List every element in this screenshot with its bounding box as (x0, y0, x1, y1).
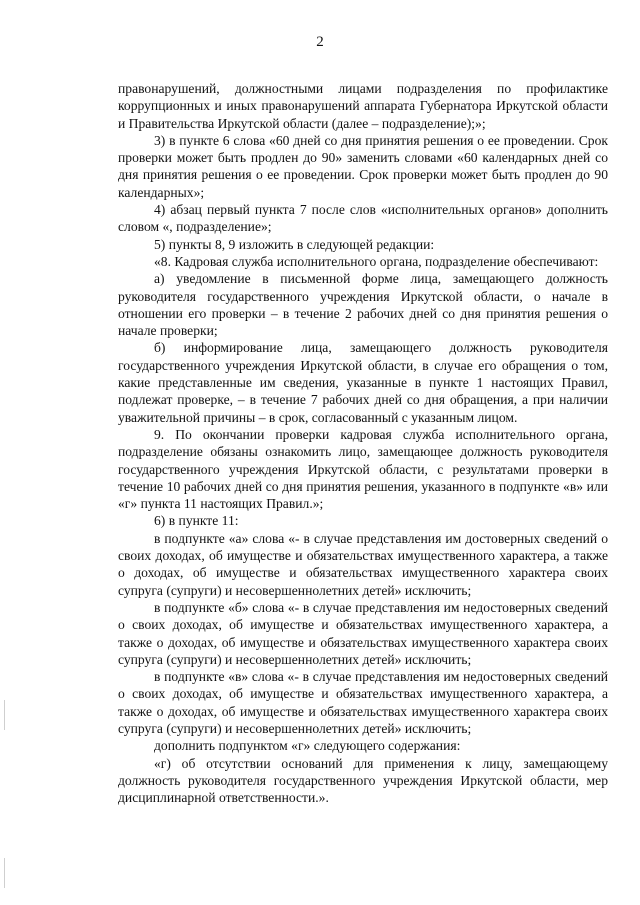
paragraph-subitem-b: в подпункте «б» слова «- в случае представления им недостоверных сведений о своих доходах, об имуществе и обязательствах имущественного характера, а также о доходах, об имуществе и обязательствах имущественного характера своих супруга (супруги) и несовершеннолетних детей» исключить; (118, 599, 608, 667)
paragraph-subpoint-a: а) уведомление в письменной форме лица, замещающего должность руководителя государственного учреждения Иркутской области, о начале в отношении его проверки – в течение 2 рабочих дней со дня принятия решения о начале проверки; (118, 271, 608, 339)
paragraph-item-4: 4) абзац первый пункта 7 после слов «исполнительных органов» дополнить словом «, подразделение»; (118, 202, 608, 235)
paragraph-item-6: 6) в пункте 11: (154, 513, 239, 529)
paragraph-item-3: 3) в пункте 6 слова «60 дней со дня принятия решения о ее проведении. Срок проверки может быть продлен до 90» заменить словами «60 календарных дней со дня принятия решения о ее проведении. Срок проверки может быть продлен до 90 календарных»; (118, 132, 608, 200)
paragraph-subitem-v: в подпункте «в» слова «- в случае представления им недостоверных сведений о своих доходах, об имуществе и обязательствах имущественного характера, а также о доходах, об имуществе и обязательствах имущественного характера своих супруга (супруги) и несовершеннолетних детей» исключить; (118, 669, 608, 736)
paragraph-item-5: 5) пункты 8, 9 изложить в следующей редакции: (154, 236, 435, 252)
paragraph-point-8: «8. Кадровая служба исполнительного органа, подразделение обеспечивают: (154, 253, 599, 269)
scan-binding-mark (4, 858, 5, 888)
page-number: 2 (316, 34, 324, 50)
paragraph-continuation: правонарушений, должностными лицами подразделения по профилактике коррупционных и иных правонарушений аппарата Губернатора Иркутской области и Правительства Иркутской области (далее – подразделение);»; (118, 81, 608, 131)
paragraph-subpoint-b: б) информирование лица, замещающего должность руководителя государственного учреждения Иркутской области, в случае его обращения о том, какие представленные им сведения, указанные в пункте 1 настоящих Правил, подлежат проверке, – в течение 7 рабочих дней со дня обращения, а при наличии уважительной причины – в срок, согласованный с указанным лицом. (118, 340, 608, 425)
scan-binding-mark (4, 700, 5, 730)
paragraph-subitem-g: «г) об отсутствии оснований для применения к лицу, замещающему должность руководителя государственного учреждения Иркутской области, мер дисциплинарной ответственности.». (118, 755, 608, 806)
document-body (118, 80, 608, 806)
paragraph-subitem-a: в подпункте «а» слова «- в случае представления им достоверных сведений о своих доходах, об имуществе и обязательствах имущественного характера, а также о доходах, об имуществе и обязательствах имущественного характера своих супруга (супруги) и несовершеннолетних детей» исключить; (118, 530, 608, 598)
paragraph-add-subitem: дополнить подпунктом «г» следующего содержания: (154, 738, 461, 754)
paragraph-point-9: 9. По окончании проверки кадровая служба исполнительного органа, подразделение обязаны ознакомить лицо, замещающее должность руководителя государственного учреждения Иркутской области, с результатами проверки в течение 10 рабочих дней со дня принятия решения, указанного в подпункте «в» или «г» пункта 11 настоящих Правил.»; (118, 426, 608, 512)
